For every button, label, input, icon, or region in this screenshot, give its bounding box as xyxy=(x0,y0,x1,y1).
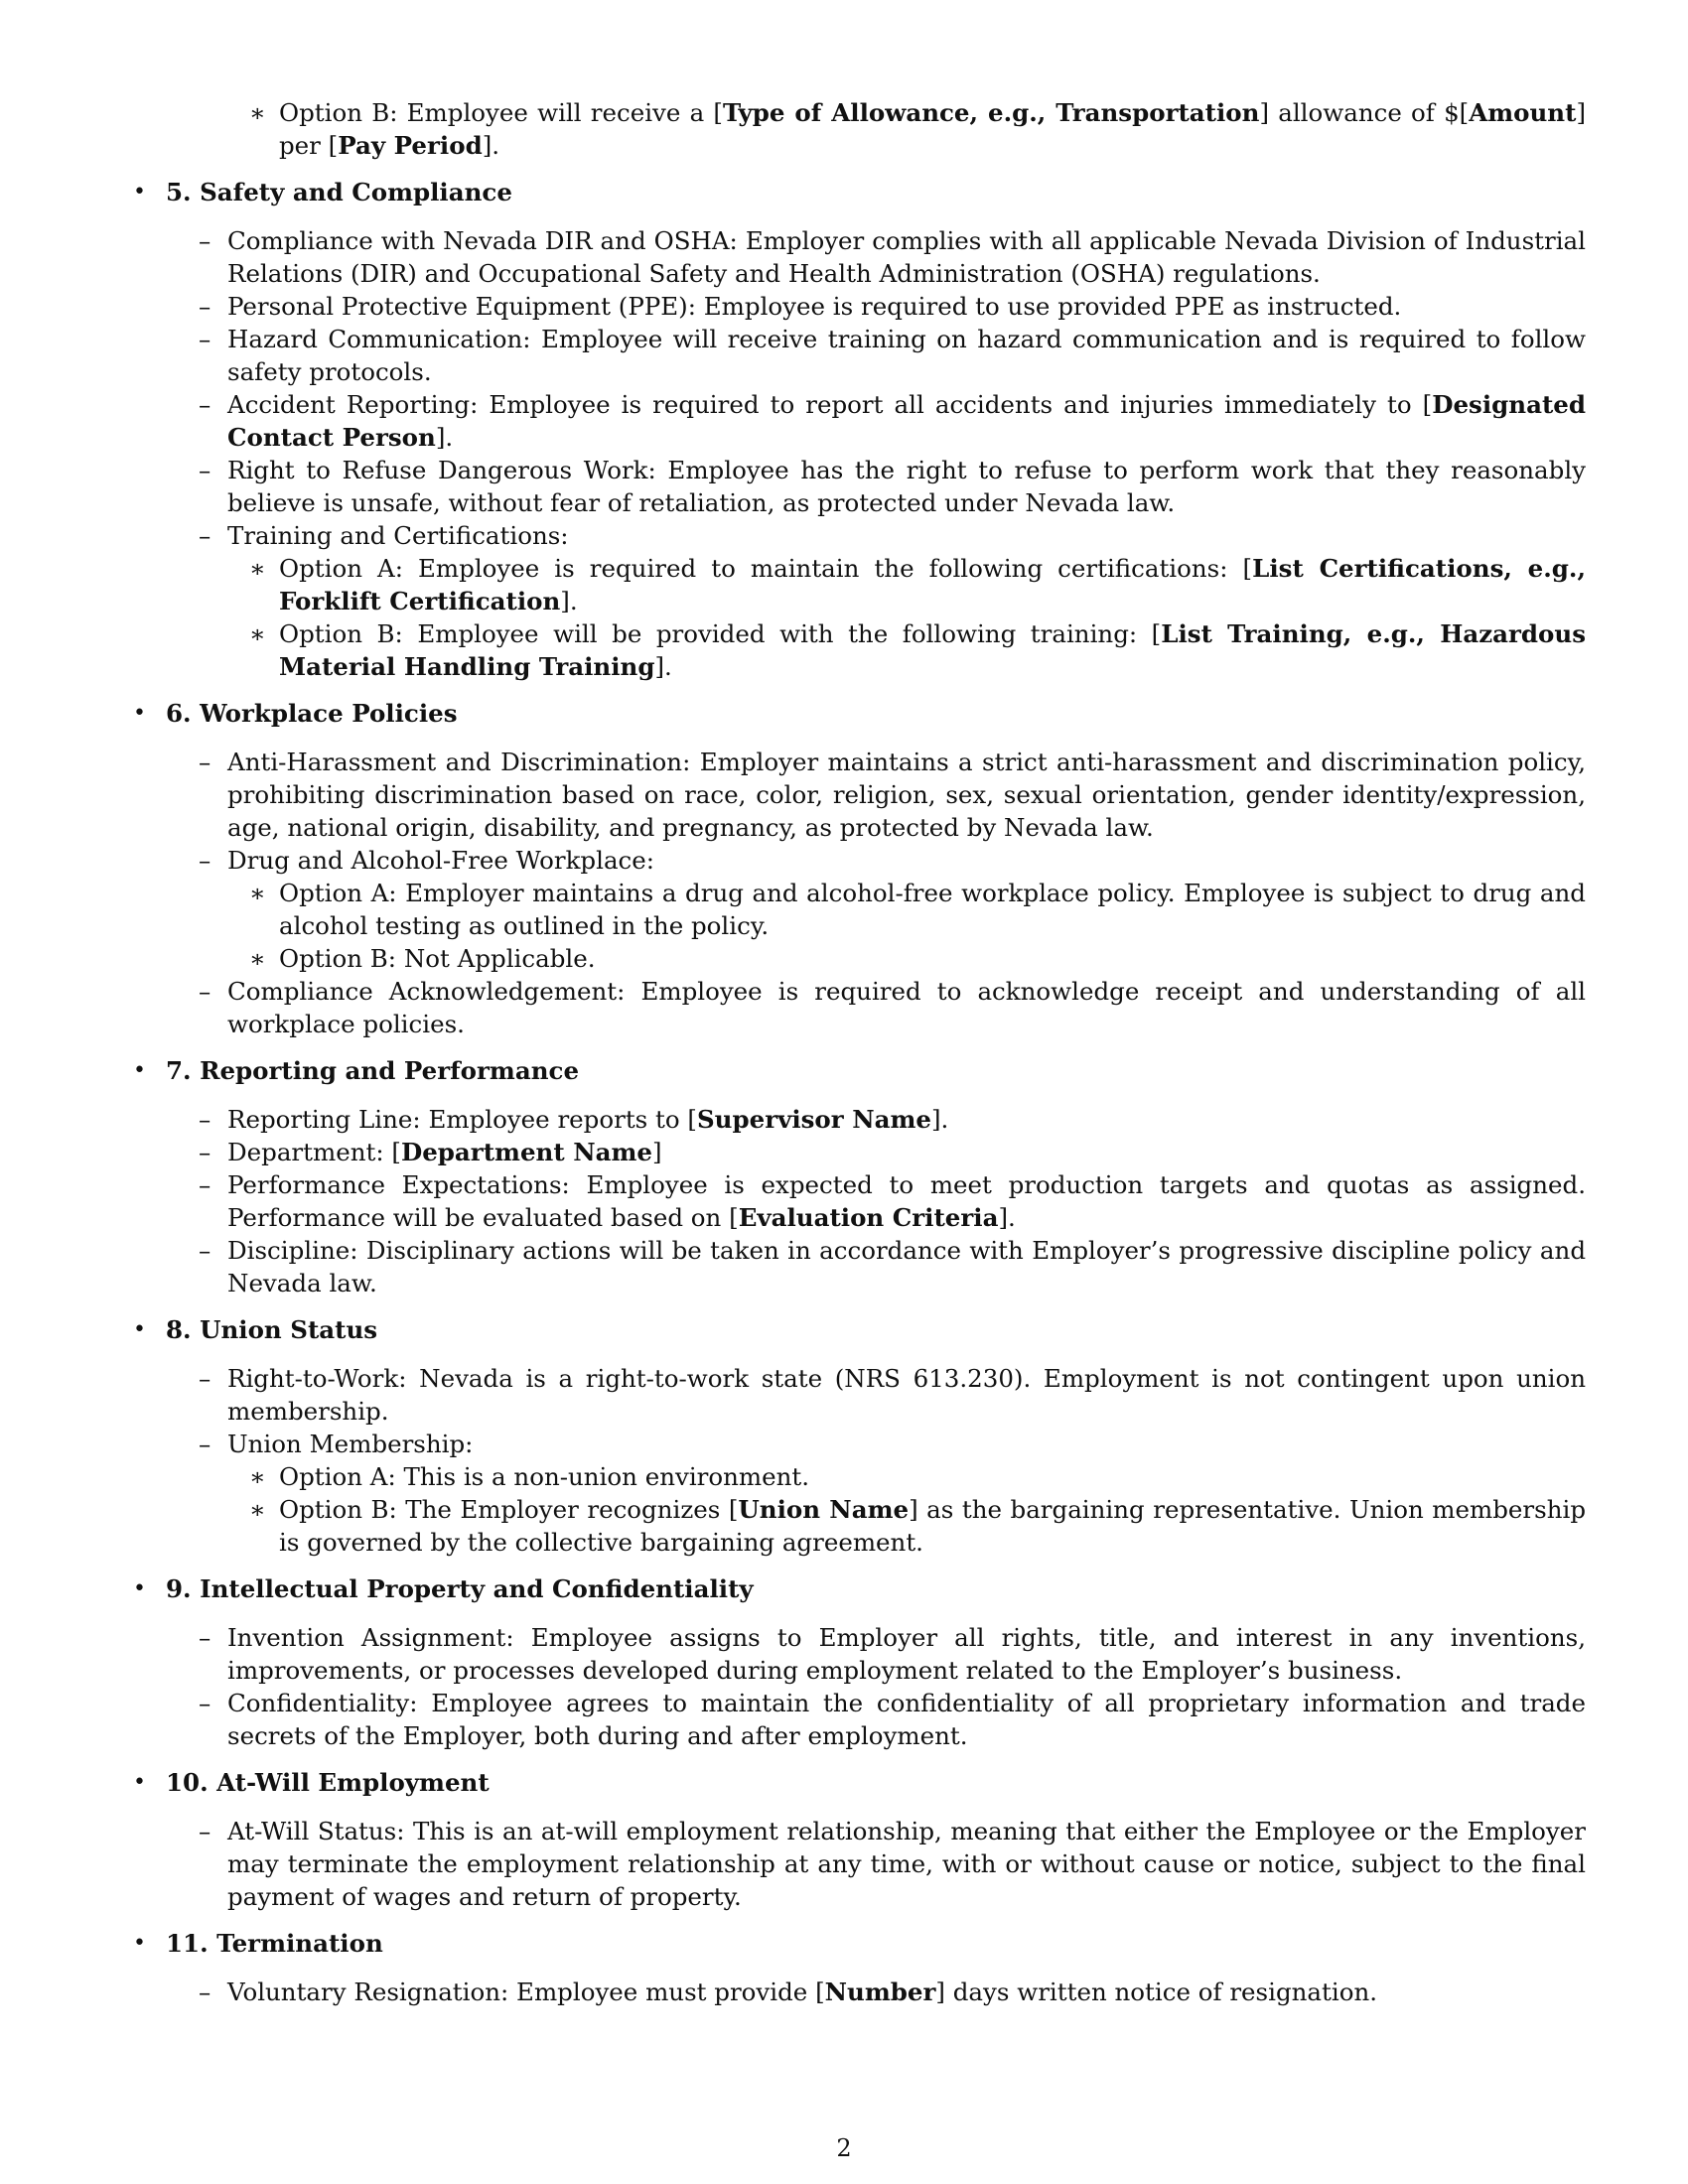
placeholder-field: Pay Period xyxy=(338,131,483,160)
text-run: ] xyxy=(651,1138,662,1166)
text-run: ]. xyxy=(654,652,672,681)
section-title: 7. Reporting and Performance xyxy=(166,1056,580,1085)
dash-bullet-icon: – xyxy=(199,1978,211,2006)
option-item xyxy=(133,617,1586,683)
section-title: 9. Intellectual Property and Confidentiality xyxy=(166,1574,754,1603)
list-item xyxy=(133,1168,1586,1234)
list-item xyxy=(133,323,1586,388)
text-run: ] allowance of $[ xyxy=(1259,98,1470,127)
item-text xyxy=(227,456,1586,517)
item-text xyxy=(227,1105,948,1134)
bullet-icon: • xyxy=(133,701,146,726)
document-body xyxy=(133,96,1586,2008)
text-run: Option B: Not Applicable. xyxy=(279,944,596,973)
section-title: 8. Union Status xyxy=(166,1315,378,1344)
bullet-icon: • xyxy=(133,1058,146,1083)
option-item xyxy=(133,877,1586,942)
asterisk-bullet-icon: ∗ xyxy=(249,944,266,973)
dash-bullet-icon: – xyxy=(199,1364,211,1393)
text-run: Hazard Communication: Employee will receive training on hazard communication and is required to follow safety protocols. xyxy=(227,325,1586,386)
bullet-icon: • xyxy=(133,1317,146,1342)
dash-bullet-icon: – xyxy=(199,977,211,1006)
item-text xyxy=(227,977,1586,1038)
list-item xyxy=(133,1428,1586,1460)
dash-bullet-icon: – xyxy=(199,456,211,484)
section-items xyxy=(133,1815,1586,1913)
asterisk-bullet-icon: ∗ xyxy=(249,1495,266,1524)
item-text xyxy=(279,554,1586,615)
dash-bullet-icon: – xyxy=(199,1430,211,1458)
asterisk-bullet-icon: ∗ xyxy=(249,554,266,583)
dash-bullet-icon: – xyxy=(199,846,211,875)
text-run: ] days written notice of resignation. xyxy=(935,1978,1378,2006)
dash-bullet-icon: – xyxy=(199,1105,211,1134)
item-text xyxy=(227,325,1586,386)
item-text xyxy=(279,1495,1586,1557)
dash-bullet-icon: – xyxy=(199,390,211,419)
text-run: Option A: Employer maintains a drug and alcohol-free workplace policy. Employee is subject to drug and alcohol testing as outlined in the policy. xyxy=(279,879,1586,940)
item-text xyxy=(227,390,1586,452)
list-item xyxy=(133,454,1586,519)
placeholder-field: List Certifications, e.g., Forklift Certification xyxy=(279,554,1586,615)
section-items xyxy=(133,1621,1586,1752)
list-item xyxy=(133,746,1586,844)
text-run: Option B: Employee will receive a [ xyxy=(279,98,723,127)
placeholder-field: List Training, e.g., Hazardous Material Handling Training xyxy=(279,619,1586,681)
section xyxy=(133,697,1586,1040)
placeholder-field: Supervisor Name xyxy=(696,1105,931,1134)
text-run: Personal Protective Equipment (PPE): Employee is required to use provided PPE as instructed. xyxy=(227,292,1402,321)
item-text xyxy=(279,619,1586,681)
list-item xyxy=(133,844,1586,877)
dash-bullet-icon: – xyxy=(199,1817,211,1845)
item-text xyxy=(227,748,1586,842)
section-items xyxy=(133,746,1586,1040)
text-run: ]. xyxy=(435,423,454,452)
list-item xyxy=(133,975,1586,1040)
item-text xyxy=(227,1170,1586,1232)
continued-option-item xyxy=(133,96,1586,162)
text-run: Drug and Alcohol-Free Workplace: xyxy=(227,846,655,875)
placeholder-field: Amount xyxy=(1469,98,1577,127)
text-run: Performance Expectations: Employee is expected to meet production targets and quotas as assigned. Performance will be evaluated based on [ xyxy=(227,1170,1586,1232)
text-run: Compliance with Nevada DIR and OSHA: Employer complies with all applicable Nevada Division of Industrial Relations (DIR) and Occupational Safety and Health Administration (OSHA) regulations. xyxy=(227,226,1586,288)
dash-bullet-icon: – xyxy=(199,1623,211,1652)
list-item xyxy=(133,1234,1586,1299)
item-text xyxy=(279,944,596,973)
item-text xyxy=(279,1462,809,1491)
placeholder-field: Number xyxy=(824,1978,936,2006)
item-text xyxy=(227,1138,662,1166)
item-text xyxy=(227,521,569,550)
text-run: Right to Refuse Dangerous Work: Employee has the right to refuse to perform work that they reasonably believe is unsafe, without fear of retaliation, as protected under Nevada law. xyxy=(227,456,1586,517)
section-title: 11. Termination xyxy=(166,1929,383,1958)
list-item xyxy=(133,1103,1586,1136)
dash-bullet-icon: – xyxy=(199,1236,211,1265)
asterisk-bullet-icon: ∗ xyxy=(249,619,266,648)
text-run: ] per [ xyxy=(279,98,1586,160)
item-text xyxy=(227,1364,1586,1426)
item-text xyxy=(227,292,1401,321)
section xyxy=(133,1313,1586,1559)
section-items xyxy=(133,1362,1586,1559)
dash-bullet-icon: – xyxy=(199,521,211,550)
list-item xyxy=(133,1362,1586,1428)
section-title: 6. Workplace Policies xyxy=(166,699,458,728)
text-run: Invention Assignment: Employee assigns to Employer all rights, title, and interest in any inventions, improvements, or processes developed during employment related to the Employer’s business. xyxy=(227,1623,1586,1685)
list-item xyxy=(133,1136,1586,1168)
text-run: Option B: The Employer recognizes [ xyxy=(279,1495,739,1524)
item-text xyxy=(227,846,654,875)
list-item xyxy=(133,290,1586,323)
placeholder-field: Designated Contact Person xyxy=(227,390,1586,452)
page-number: 2 xyxy=(836,2134,852,2162)
list-item xyxy=(133,388,1586,454)
section-list xyxy=(133,176,1586,2008)
dash-bullet-icon: – xyxy=(199,1170,211,1199)
option-item xyxy=(133,942,1586,975)
dash-bullet-icon: – xyxy=(199,292,211,321)
dash-bullet-icon: – xyxy=(199,748,211,776)
text-run: ]. xyxy=(560,587,578,615)
text-run: ]. xyxy=(998,1203,1016,1232)
text-run: ] as the bargaining representative. Union membership is governed by the collective bargaining agreement. xyxy=(279,1495,1586,1557)
text-run: Training and Certifications: xyxy=(227,521,569,550)
dash-bullet-icon: – xyxy=(199,226,211,255)
text-run: Accident Reporting: Employee is required to report all accidents and injuries immediately to [ xyxy=(227,390,1433,419)
text-run: ]. xyxy=(931,1105,949,1134)
section-items xyxy=(133,224,1586,683)
list-item xyxy=(133,1621,1586,1687)
placeholder-field: Department Name xyxy=(400,1138,652,1166)
bullet-icon: • xyxy=(133,1931,146,1956)
text-run: Discipline: Disciplinary actions will be taken in accordance with Employer’s progressive discipline policy and Nevada law. xyxy=(227,1236,1586,1297)
placeholder-field: Evaluation Criteria xyxy=(738,1203,999,1232)
option-item xyxy=(133,552,1586,617)
bullet-icon: • xyxy=(133,180,146,205)
text-run: Option B: Employee will be provided with the following training: [ xyxy=(279,619,1162,648)
bullet-icon: • xyxy=(133,1770,146,1795)
text-run: Right-to-Work: Nevada is a right-to-work state (NRS 613.230). Employment is not contingent upon union membership. xyxy=(227,1364,1586,1426)
list-item xyxy=(133,224,1586,290)
item-text xyxy=(227,1817,1586,1911)
item-text xyxy=(227,226,1586,288)
asterisk-bullet-icon: ∗ xyxy=(249,879,266,907)
section-title: 5. Safety and Compliance xyxy=(166,178,512,206)
list-item xyxy=(133,1687,1586,1752)
text-run: Reporting Line: Employee reports to [ xyxy=(227,1105,697,1134)
dash-bullet-icon: – xyxy=(199,1138,211,1166)
dash-bullet-icon: – xyxy=(199,325,211,353)
asterisk-bullet-icon: ∗ xyxy=(249,98,266,127)
option-text xyxy=(279,98,1586,160)
section xyxy=(133,1766,1586,1913)
placeholder-field: Type of Allowance, e.g., Transportation xyxy=(722,98,1260,127)
section-items xyxy=(133,1976,1586,2008)
text-run: Anti-Harassment and Discrimination: Employer maintains a strict anti-harassment and discrimination policy, prohibiting discrimination based on race, color, religion, sex, sexual orientation, gender identity/expression, age, national origin, disability, and pregnancy, as protected by Nevada law. xyxy=(227,748,1586,842)
bullet-icon: • xyxy=(133,1576,146,1601)
list-item xyxy=(133,1976,1586,2008)
item-text xyxy=(227,1236,1586,1297)
text-run: Union Membership: xyxy=(227,1430,474,1458)
section-items xyxy=(133,1103,1586,1299)
text-run: Department: [ xyxy=(227,1138,401,1166)
item-text xyxy=(279,879,1586,940)
dash-bullet-icon: – xyxy=(199,1689,211,1717)
item-text xyxy=(227,1689,1586,1750)
section xyxy=(133,1054,1586,1299)
item-text xyxy=(227,1430,473,1458)
list-item xyxy=(133,1815,1586,1913)
section xyxy=(133,176,1586,683)
placeholder-field: Union Name xyxy=(738,1495,910,1524)
section xyxy=(133,1927,1586,2008)
section-title: 10. At-Will Employment xyxy=(166,1768,490,1797)
section xyxy=(133,1572,1586,1752)
asterisk-bullet-icon: ∗ xyxy=(249,1462,266,1491)
text-run: Compliance Acknowledgement: Employee is required to acknowledge receipt and understanding of all workplace policies. xyxy=(227,977,1586,1038)
option-item xyxy=(133,1493,1586,1559)
text-run: Option A: This is a non-union environment. xyxy=(279,1462,810,1491)
text-run: Option A: Employee is required to maintain the following certifications: [ xyxy=(279,554,1253,583)
option-item xyxy=(133,1460,1586,1493)
text-run: ]. xyxy=(482,131,500,160)
text-run: At-Will Status: This is an at-will employment relationship, meaning that either the Employee or the Employer may terminate the employment relationship at any time, with or without cause or notice, subject to the final payment of wages and return of property. xyxy=(227,1817,1586,1911)
text-run: Confidentiality: Employee agrees to maintain the confidentiality of all proprietary information and trade secrets of the Employer, both during and after employment. xyxy=(227,1689,1586,1750)
text-run: Voluntary Resignation: Employee must provide [ xyxy=(227,1978,825,2006)
item-text xyxy=(227,1978,1377,2006)
list-item xyxy=(133,519,1586,552)
item-text xyxy=(227,1623,1586,1685)
